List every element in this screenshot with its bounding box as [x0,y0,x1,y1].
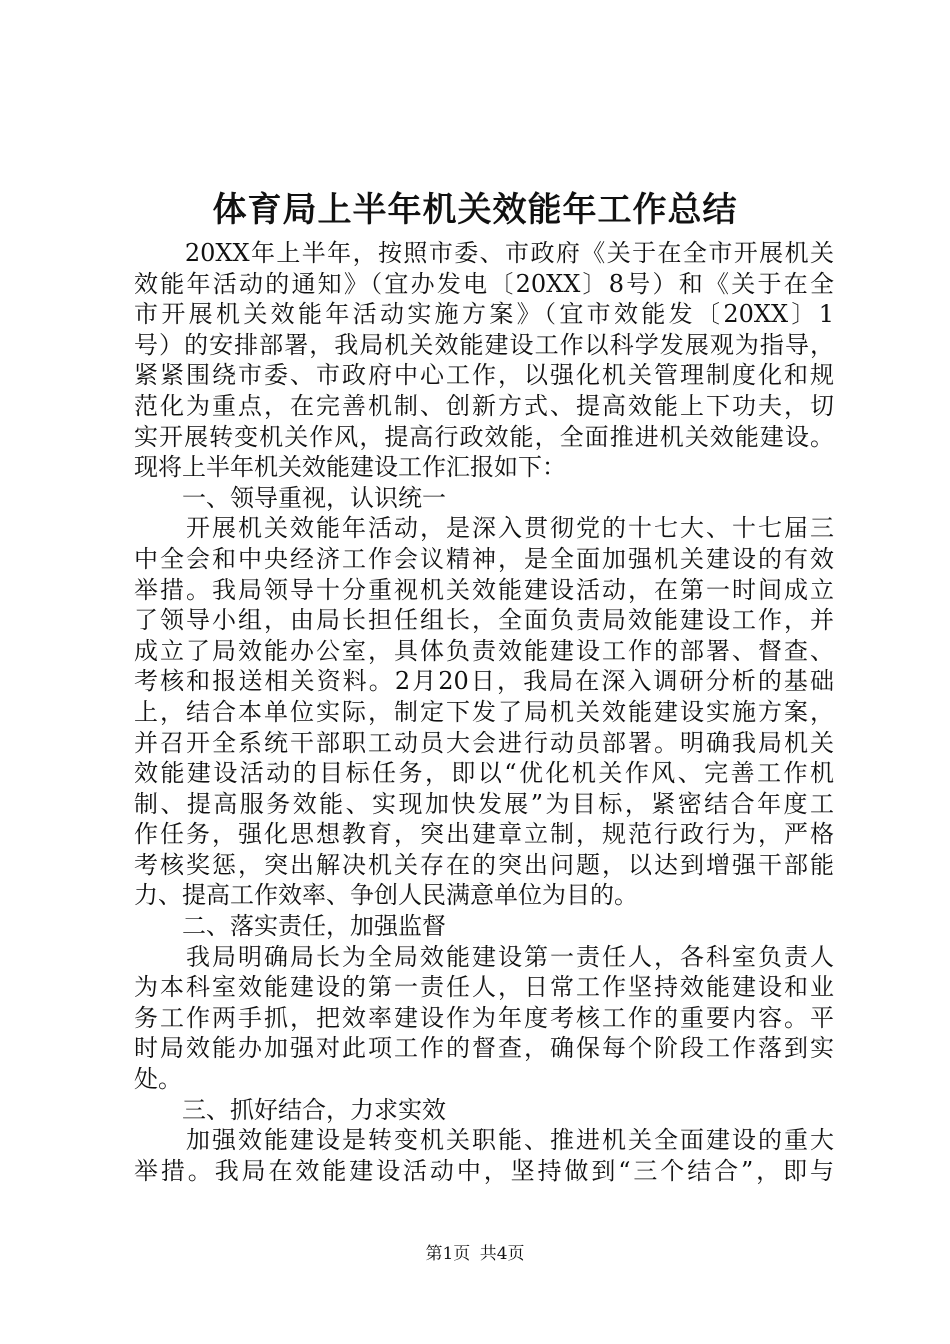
body-line: 处。 [134,1065,182,1094]
body-line: 务工作两手抓，把效率建设作为年度考核工作的重要内容。平 [134,1003,834,1032]
body-line: 并召开全系统干部职工动员大会进行动员部署。明确我局机关 [134,728,834,757]
body-line: 二、落实责任，加强监督 [134,912,446,941]
body-line: 加强效能建设是转变机关职能、推进机关全面建设的重大 [134,1126,834,1155]
body-line: 实开展转变机关作风，提高行政效能，全面推进机关效能建设。 [134,422,834,451]
body-line: 作任务，强化思想教育，突出建章立制，规范行政行为，严格 [134,820,834,849]
body-line: 上，结合本单位实际，制定下发了局机关效能建设实施方案， [134,697,834,726]
body-line: 考核奖惩，突出解决机关存在的突出问题，以达到增强干部能 [134,850,834,879]
body-line: 制、提高服务效能、实现加快发展”为目标，紧密结合年度工 [134,789,834,818]
body-line: 效能建设活动的目标任务，即以“优化机关作风、完善工作机 [134,759,834,788]
body-line: 20XX年上半年，按照市委、市政府《关于在全市开展机关 [134,239,834,267]
body-line: 时局效能办加强对此项工作的督查，确保每个阶段工作落到实 [134,1034,834,1063]
body-line: 范化为重点，在完善机制、创新方式、提高效能上下功夫，切 [134,391,834,420]
body-line: 效能年活动的通知》（宜办发电〔20XX〕8号）和《关于在全 [134,269,834,298]
body-line: 开展机关效能年活动，是深入贯彻党的十七大、十七届三 [134,514,834,543]
document-body [134,238,834,1186]
body-line: 紧紧围绕市委、市政府中心工作，以强化机关管理制度化和规 [134,361,834,390]
body-line: 中全会和中央经济工作会议精神，是全面加强机关建设的有效 [134,544,834,573]
body-line: 一、领导重视，认识统一 [134,483,446,512]
body-line: 三、抓好结合，力求实效 [134,1095,446,1124]
body-line: 力、提高工作效率、争创人民满意单位为目的。 [134,881,638,910]
document-title: 体育局上半年机关效能年工作总结 [212,190,738,230]
body-line: 了领导小组，由局长担任组长，全面负责局效能建设工作，并 [134,606,834,635]
page-number: 第1页 [425,1244,471,1264]
body-line: 举措。我局在效能建设活动中，坚持做到“三个结合”，即与 [134,1156,834,1185]
body-line: 我局明确局长为全局效能建设第一责任人，各科室负责人 [134,942,834,971]
page-footer [0,1243,950,1265]
body-line: 市开展机关效能年活动实施方案》（宜市效能发〔20XX〕1 [134,300,834,329]
page-total: 共4页 [479,1244,525,1264]
body-line: 举措。我局领导十分重视机关效能建设活动，在第一时间成立 [134,575,834,604]
body-line: 号）的安排部署，我局机关效能建设工作以科学发展观为指导， [134,330,834,359]
body-line: 为本科室效能建设的第一责任人，日常工作坚持效能建设和业 [134,973,834,1002]
body-line: 现将上半年机关效能建设工作汇报如下： [134,453,566,482]
body-line: 成立了局效能办公室，具体负责效能建设工作的部署、督查、 [134,636,834,665]
body-line: 考核和报送相关资料。2月20日，我局在深入调研分析的基础 [134,667,834,696]
